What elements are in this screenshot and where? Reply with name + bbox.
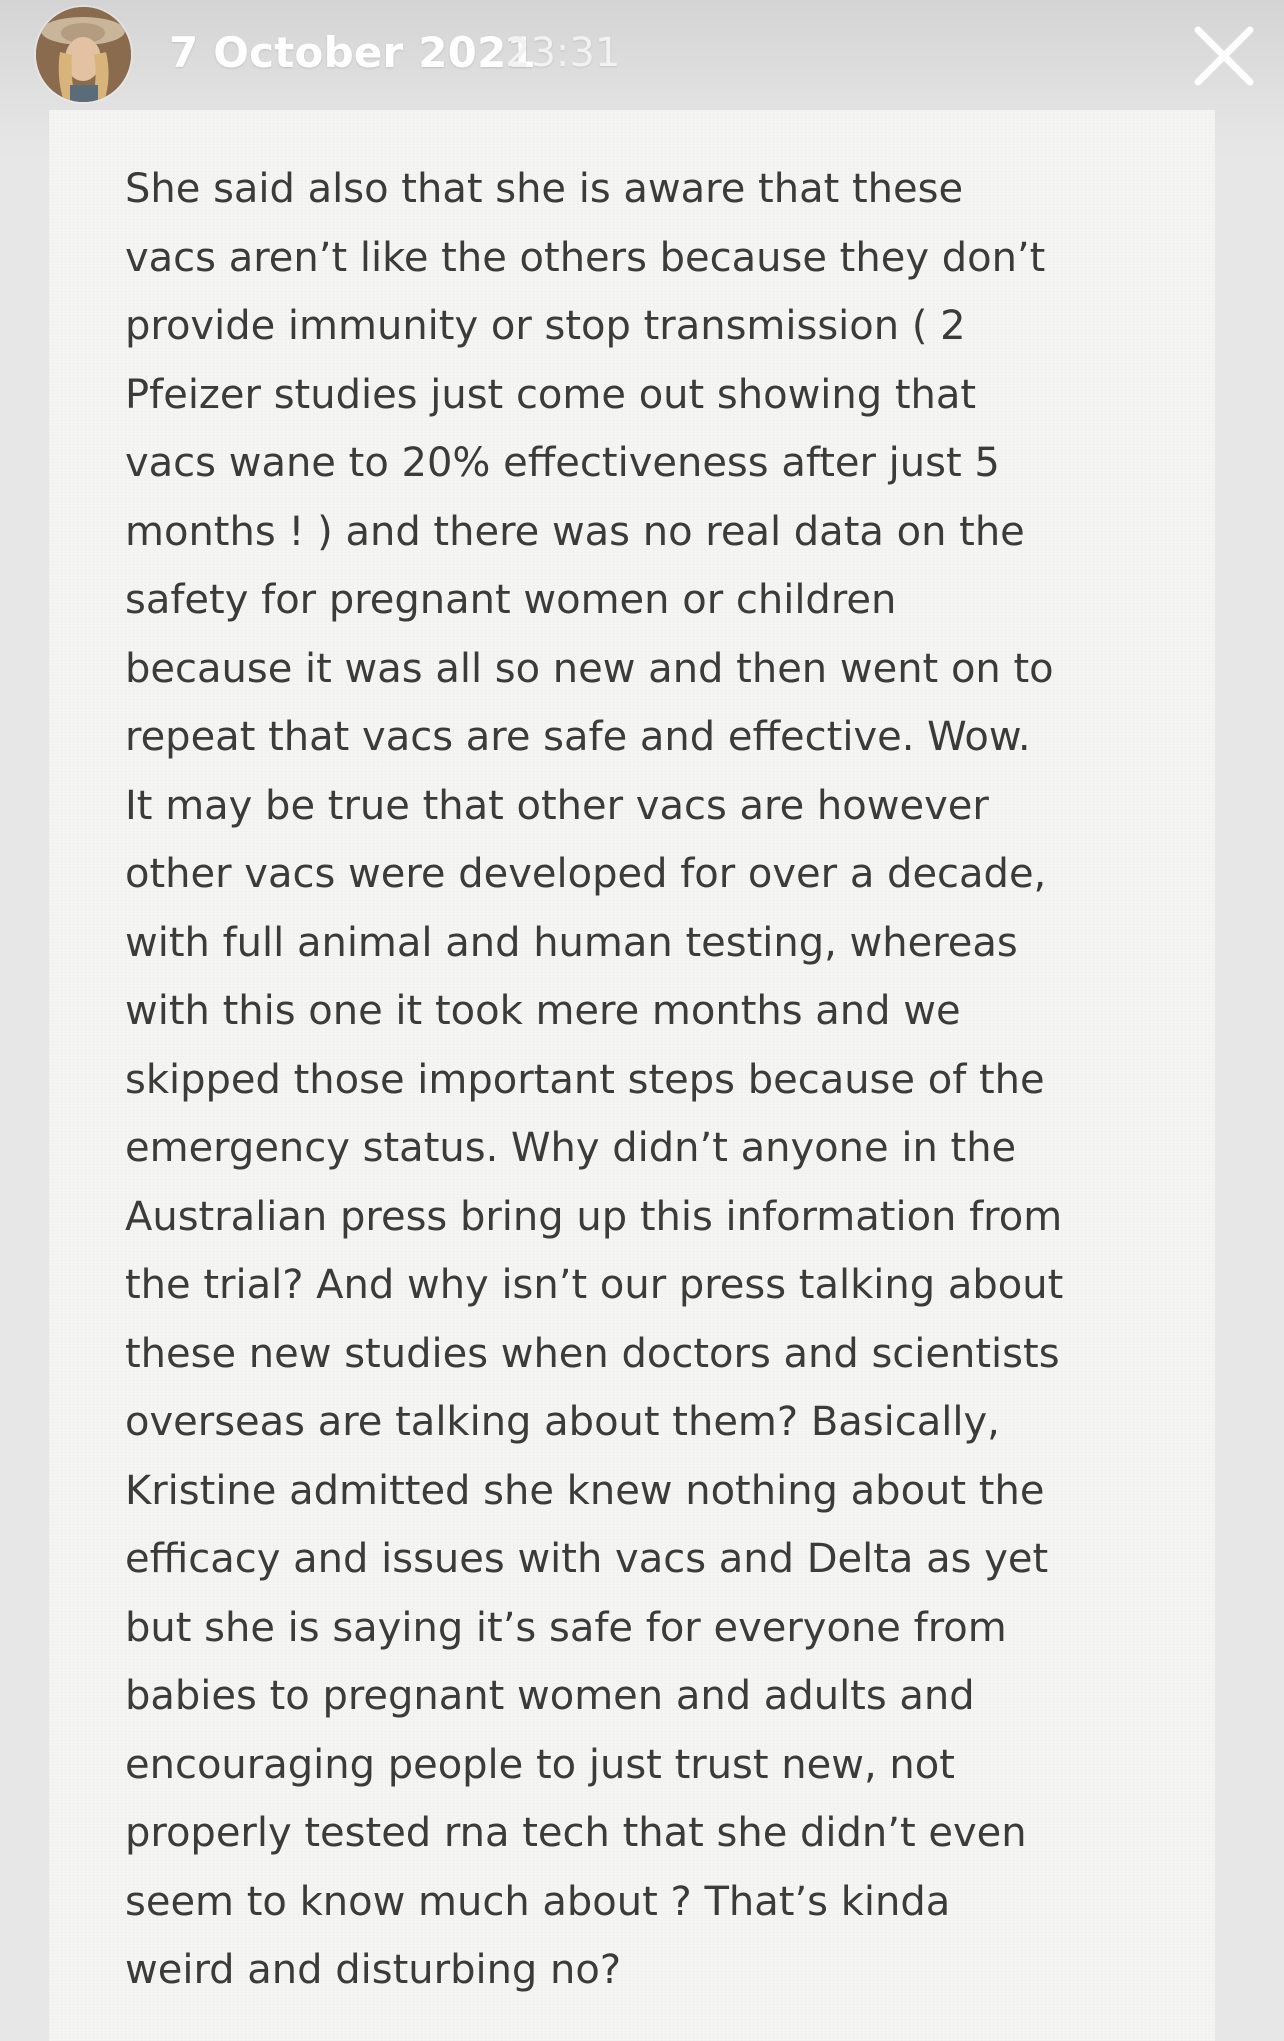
profile-avatar[interactable]	[36, 7, 131, 102]
avatar-image	[36, 7, 131, 102]
note-line: encouraging people to just trust new, not	[125, 1741, 955, 1788]
note-line: with this one it took mere months and we	[125, 988, 961, 1034]
note-line: these new studies when doctors and scientists	[125, 1330, 1060, 1377]
note-line: overseas are talking about them? Basically,	[125, 1399, 1000, 1445]
note-line: skipped those important steps because of the	[125, 1056, 1045, 1103]
note-line: but she is saying it’s safe for everyone from	[125, 1604, 1007, 1651]
note-line: with full animal and human testing, whereas	[125, 919, 1018, 966]
story-time: 23:31	[505, 30, 621, 76]
note-line: She said also that she is aware that these	[125, 166, 964, 212]
note-line: Pfeizer studies just come out showing that	[125, 371, 977, 418]
note-line: the trial? And why isn’t our press talking about	[125, 1262, 1064, 1308]
note-line: because it was all so new and then went on to	[125, 645, 1054, 692]
story-header	[0, 0, 1284, 110]
note-line: vacs wane to 20% effectiveness after just 5	[125, 440, 1000, 486]
note-line: months ! ) and there was no real data on the	[125, 508, 1025, 555]
note-line: seem to know much about ? That’s kinda	[125, 1878, 951, 1925]
note-line: It may be true that other vacs are however	[125, 782, 989, 829]
note-line: weird and disturbing no?	[125, 1947, 622, 1993]
note-line: provide immunity or stop transmission ( 2	[125, 303, 966, 349]
story-date: 7 October 2021	[169, 28, 536, 77]
note-line: Australian press bring up this information from	[125, 1193, 1063, 1240]
note-line: babies to pregnant women and adults and	[125, 1673, 975, 1719]
note-line: emergency status. Why didn’t anyone in the	[125, 1125, 1017, 1171]
note-line: properly tested rna tech that she didn’t even	[125, 1810, 1027, 1856]
note-line: safety for pregnant women or children	[125, 577, 897, 623]
note-line: efficacy and issues with vacs and Delta as yet	[125, 1536, 1049, 1582]
note-line: vacs aren’t like the others because they don’t	[125, 234, 1046, 281]
close-button[interactable]	[1190, 22, 1258, 90]
note-text	[125, 155, 1155, 2005]
note-line: repeat that vacs are safe and effective. Wow.	[125, 714, 1031, 760]
note-line: other vacs were developed for over a decade,	[125, 851, 1047, 897]
note-line: Kristine admitted she knew nothing about the	[125, 1467, 1045, 1514]
close-icon	[1190, 22, 1258, 90]
